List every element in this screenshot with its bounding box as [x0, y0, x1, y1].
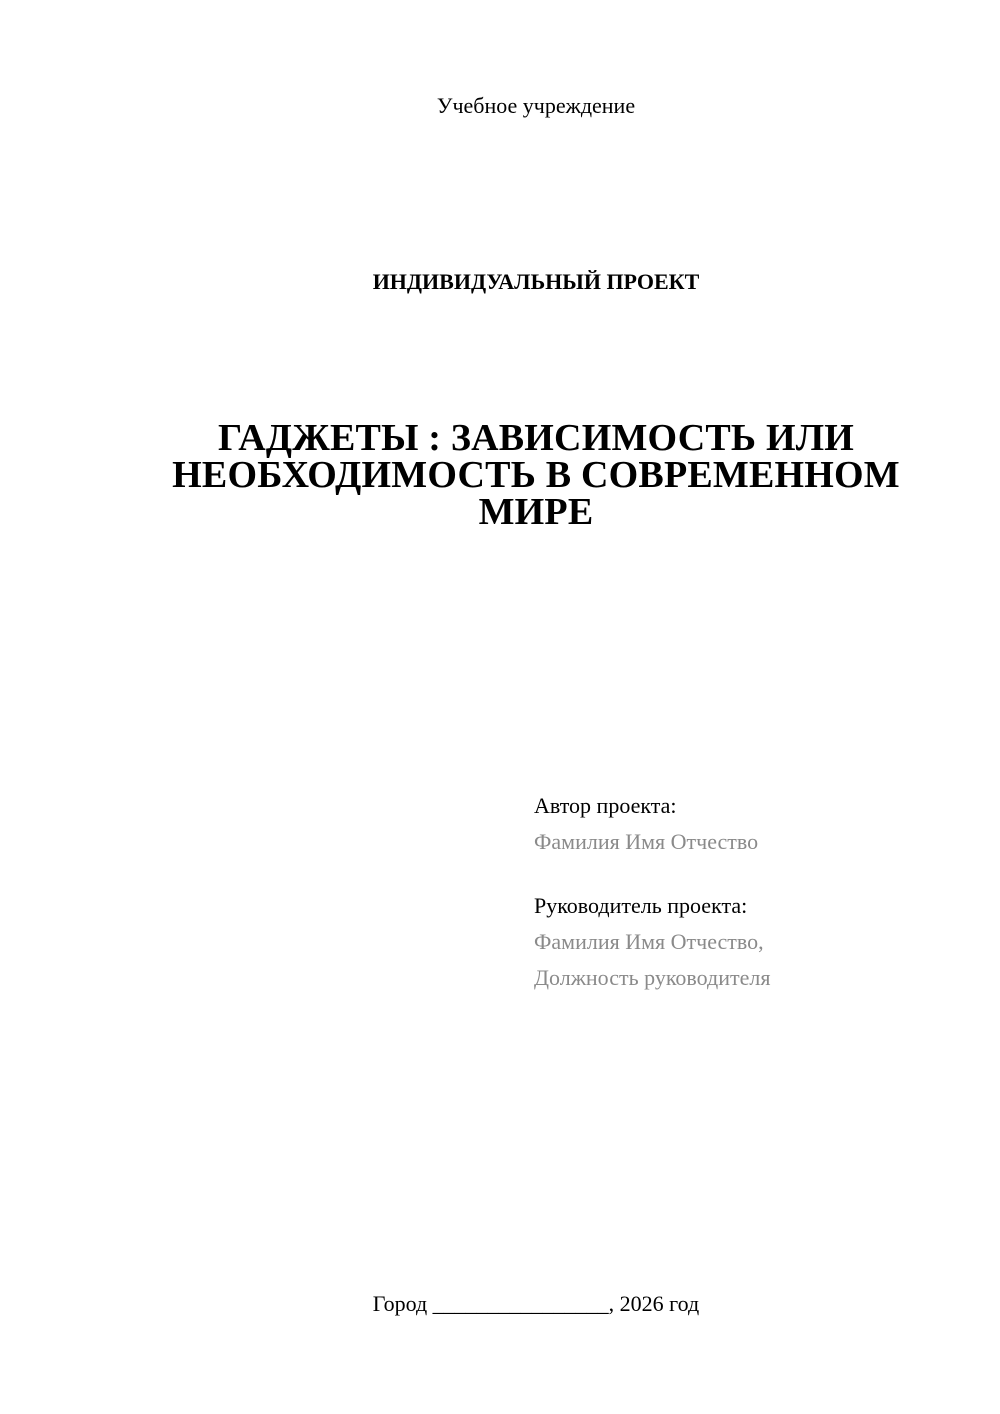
credits-block — [534, 788, 954, 996]
city-year-line: Город ________________, 2026 год — [372, 1291, 700, 1316]
project-title — [150, 417, 922, 533]
supervisor-position-placeholder: Должность руководителя — [534, 965, 771, 990]
title-line-2: НЕОБХОДИМОСТЬ В СОВРЕМЕННОМ — [172, 454, 900, 496]
supervisor-name-placeholder: Фамилия Имя Отчество, — [534, 929, 764, 954]
supervisor-label: Руководитель проекта: — [534, 893, 748, 918]
title-line-1: ГАДЖЕТЫ : ЗАВИСИМОСТЬ ИЛИ — [218, 417, 854, 459]
institution-name: Учебное учреждение — [436, 93, 636, 118]
author-name-placeholder: Фамилия Имя Отчество — [534, 829, 759, 854]
author-label: Автор проекта: — [534, 793, 677, 818]
title-line-3: МИРЕ — [478, 491, 594, 533]
credits-spacer — [534, 860, 954, 888]
document-type: ИНДИВИДУАЛЬНЫЙ ПРОЕКТ — [372, 269, 700, 294]
